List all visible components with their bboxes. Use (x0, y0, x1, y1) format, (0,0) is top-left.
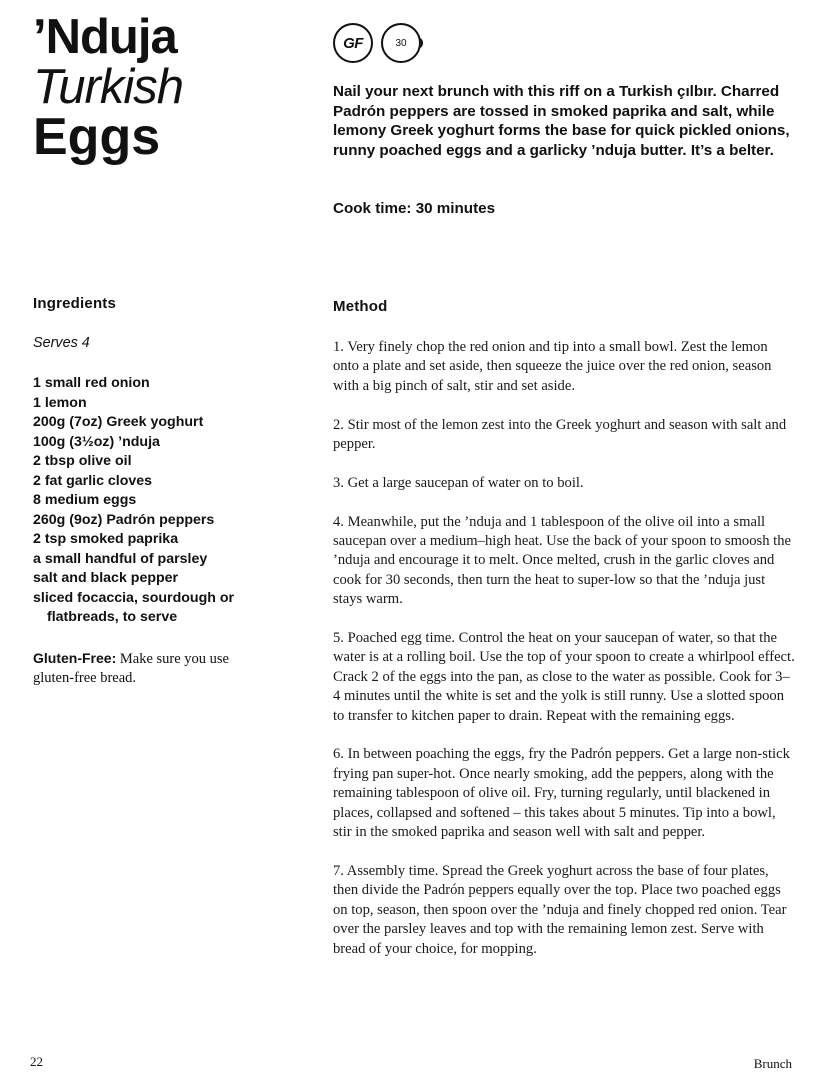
ingredient-item: salt and black pepper (33, 570, 179, 586)
method-step-6: 6. In between poaching the eggs, fry the Padrón peppers. Get a large non-stick frying pan super-hot. Once nearly smoking, add the peppers, along with the remaining tablespoon of olive oil. Fry, turning regularly, until blackened in places, collapsed and softened – this takes about 5 minutes. Tip into a bowl, stir in the smoked paprika and season well with salt and pepper. (333, 746, 790, 841)
cook-time: Cook time: 30 minutes (333, 200, 496, 217)
ingredient-item: 2 tbsp olive oil (33, 453, 132, 469)
method-step-3: 3. Get a large saucepan of water on to boil. (333, 474, 584, 491)
gluten-free-badge-icon: GF (333, 23, 373, 63)
title-line-1: ’Nduja (33, 10, 177, 64)
method-step-5: 5. Poached egg time. Control the heat on your saucepan of water, so that the water is at a rolling boil. Use the top of your spoon to create a whirlpool effect. Crack 2 of the eggs into the pan, as close to the water as possible. Cook for 3–4 minutes until the white is set and the yolk is still runny. Use a slotted spoon to transfer to kitchen paper to drain. Repeat with the remaining eggs. (333, 630, 795, 724)
ingredient-item: 1 small red onion (33, 375, 150, 391)
cook-time-badge-icon: 30 (381, 23, 421, 63)
recipe-intro: Nail your next brunch with this riff on a Turkish çılbır. Charred Padrón peppers are tossed in smoked paprika and salt, while lemony Greek yoghurt forms the base for quick pickled onions, runny poached eggs and a garlicky ’nduja butter. It’s a belter. (333, 83, 790, 159)
ingredient-item: 260g (9oz) Padrón peppers (33, 511, 215, 528)
ingredient-item: 2 fat garlic cloves (33, 472, 153, 489)
ingredient-item: 2 tsp smoked paprika (33, 531, 179, 547)
ingredient-item: 1 lemon (33, 394, 87, 411)
ingredients-heading: Ingredients (33, 295, 117, 312)
method-step-1: 1. Very finely chop the red onion and tip into a small bowl. Zest the lemon onto a plate and set aside, then squeeze the juice over the red onion, season with a big pinch of salt, stir and set aside. (333, 339, 772, 394)
method-step-7: 7. Assembly time. Spread the Greek yoghurt across the base of four plates, then divide the Padrón peppers equally over the top. Place two poached eggs on top, season, then spoon over the ’nduja and finely chopped red onion. Tear over the parsley leaves and top with the remaining lemon zest. Serve with bread of your choice, for mopping. (333, 862, 787, 957)
title-line-3: Eggs (33, 108, 161, 166)
recipe-badges (333, 23, 421, 63)
method-step-4: 4. Meanwhile, put the ’nduja and 1 tablespoon of the olive oil into a small saucepan over a medium–high heat. Use the back of your spoon to smoosh the ’nduja and encourage it to melt. Once melted, crush in the garlic cloves and cook for 30 seconds, then turn the heat to super-low so that the ’nduja just stays warm. (333, 513, 791, 608)
ingredient-item: 8 medium eggs (33, 492, 137, 508)
section-name: Brunch (753, 1056, 792, 1071)
recipe-title (33, 10, 323, 166)
gluten-free-note-text: Make sure you use gluten-free bread. (33, 651, 229, 686)
page-number: 22 (30, 1054, 43, 1069)
ingredient-item: sliced focaccia, sourdough or flatbreads, to serve (33, 589, 235, 625)
gluten-free-note (33, 649, 273, 688)
method-steps (333, 338, 795, 978)
gluten-free-note-label: Gluten-Free: (33, 650, 117, 666)
title-line-2: Turkish (33, 60, 184, 114)
ingredients-list (33, 374, 273, 628)
ingredient-item: 100g (3½oz) ’nduja (33, 433, 160, 450)
ingredient-item: a small handful of parsley (33, 550, 208, 567)
method-heading: Method (333, 298, 388, 315)
ingredient-item: 200g (7oz) Greek yoghurt (33, 414, 204, 430)
serves-count: Serves 4 (33, 335, 90, 351)
method-step-2: 2. Stir most of the lemon zest into the Greek yoghurt and season with salt and pepper. (333, 416, 787, 453)
